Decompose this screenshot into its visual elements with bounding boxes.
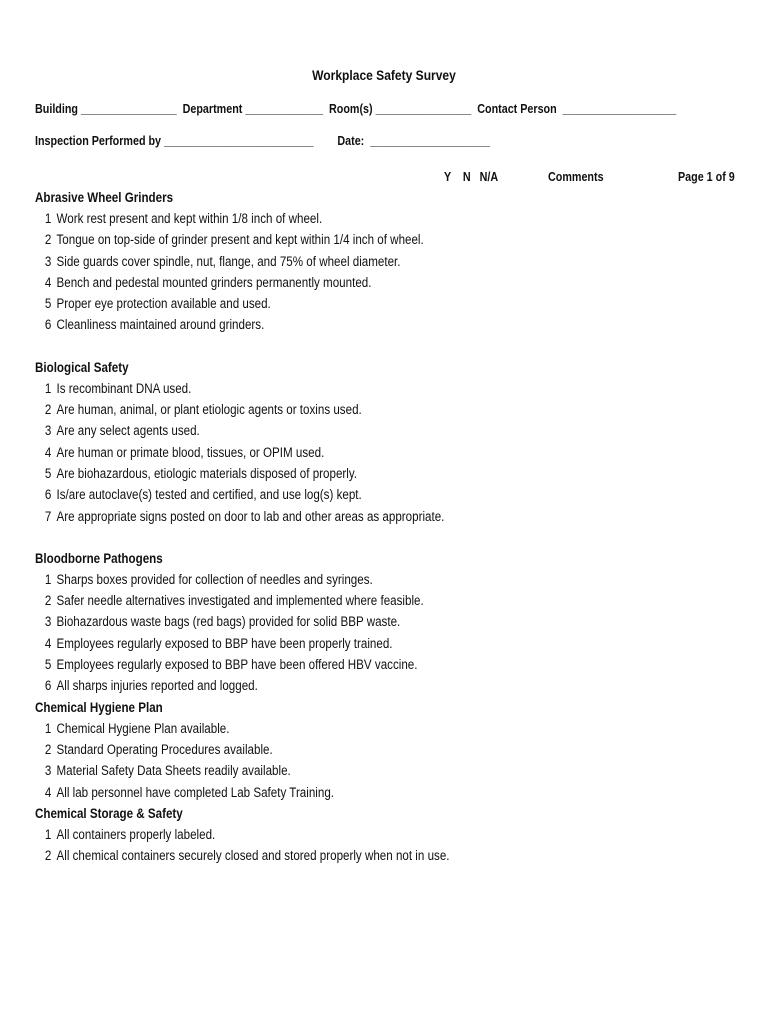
checklist-item: [35, 718, 551, 739]
checklist-item: [35, 845, 551, 866]
item-number: 1: [44, 380, 52, 396]
checklist-item: [35, 654, 551, 675]
checklist-item: [35, 675, 551, 696]
item-number: 3: [44, 253, 52, 269]
item-text: Are appropriate signs posted on door to lab and other areas as appropriate.: [56, 508, 445, 524]
item-number: 3: [44, 763, 52, 779]
checklist-item: [35, 229, 551, 250]
checklist-item: [35, 314, 551, 335]
checklist-item: [35, 633, 551, 654]
item-text: Side guards cover spindle, nut, flange, and 75% of wheel diameter.: [56, 253, 401, 269]
item-text: Are human or primate blood, tissues, or OPIM used.: [56, 444, 325, 460]
header-building-line: Building ________________ Department _____________ Room(s) ________________ Contact Person ___________________: [35, 102, 677, 116]
item-text: Biohazardous waste bags (red bags) provided for solid BBP waste.: [56, 614, 401, 630]
checklist-item: [35, 824, 551, 845]
column-header-comments: Comments: [548, 170, 604, 184]
item-number: 1: [44, 211, 52, 226]
item-number: 4: [44, 444, 52, 460]
item-text: All containers properly labeled.: [56, 826, 216, 842]
item-text: Employees regularly exposed to BBP have been offered HBV vaccine.: [56, 657, 418, 673]
item-number: 1: [44, 720, 52, 736]
section-spacer: [35, 336, 635, 357]
checklist-item: [35, 611, 551, 632]
checklist-section: [35, 697, 635, 803]
item-text: Tongue on top-side of grinder present and kept within 1/4 inch of wheel.: [56, 232, 424, 248]
checklist-item: [35, 251, 551, 272]
item-number: 6: [44, 678, 52, 694]
item-number: 5: [44, 657, 52, 673]
item-text: Is/are autoclave(s) tested and certified, and use log(s) kept.: [56, 487, 362, 503]
checklist-section: [35, 187, 635, 336]
item-number: 1: [44, 826, 52, 842]
header-inspection-line: Inspection Performed by _________________________ Date: ____________________: [35, 134, 490, 148]
item-number: 7: [44, 508, 52, 524]
checklist-item: [35, 293, 551, 314]
section-title: Chemical Storage & Safety: [35, 805, 183, 821]
checklist-section: [35, 357, 635, 527]
item-number: 4: [44, 635, 52, 651]
item-text: Proper eye protection available and used.: [56, 296, 271, 312]
section-title: Bloodborne Pathogens: [35, 550, 163, 566]
item-number: 4: [44, 274, 52, 290]
checklist-item: [35, 208, 551, 229]
item-number: 2: [44, 402, 52, 418]
item-number: 5: [44, 465, 52, 481]
item-text: Are human, animal, or plant etiologic agents or toxins used.: [56, 402, 362, 418]
checklist-item: [35, 420, 551, 441]
section-spacer: [35, 527, 635, 548]
item-text: All sharps injuries reported and logged.: [56, 678, 258, 694]
item-number: 4: [44, 784, 52, 800]
item-text: Are biohazardous, etiologic materials disposed of properly.: [56, 465, 358, 481]
item-text: Cleanliness maintained around grinders.: [56, 317, 265, 333]
item-number: 6: [44, 317, 52, 333]
checklist-item: [35, 739, 551, 760]
checklist-item: [35, 506, 551, 527]
checklist-section: [35, 803, 635, 867]
section-title: Chemical Hygiene Plan: [35, 699, 163, 715]
item-text: Material Safety Data Sheets readily available.: [56, 763, 291, 779]
checklist-sections: [35, 187, 635, 866]
item-number: 1: [44, 571, 52, 587]
checklist-item: [35, 378, 551, 399]
checklist-item: [35, 484, 551, 505]
item-number: 2: [44, 232, 52, 248]
item-text: Standard Operating Procedures available.: [56, 741, 273, 757]
checklist-item: [35, 272, 551, 293]
item-text: All lab personnel have completed Lab Safety Training.: [56, 784, 335, 800]
item-text: Safer needle alternatives investigated and implemented where feasible.: [56, 593, 424, 609]
item-number: 6: [44, 487, 52, 503]
checklist-item: [35, 442, 551, 463]
item-number: 3: [44, 614, 52, 630]
item-number: 2: [44, 848, 52, 864]
item-text: Is recombinant DNA used.: [56, 380, 192, 396]
item-text: Employees regularly exposed to BBP have been properly trained.: [56, 635, 393, 651]
item-text: Bench and pedestal mounted grinders permanently mounted.: [56, 274, 372, 290]
item-text: Sharps boxes provided for collection of needles and syringes.: [56, 571, 373, 587]
item-number: 2: [44, 593, 52, 609]
item-text: Work rest present and kept within 1/8 inch of wheel.: [56, 211, 323, 226]
item-text: Chemical Hygiene Plan available.: [56, 720, 230, 736]
checklist-item: [35, 590, 551, 611]
checklist-item: [35, 463, 551, 484]
document-title: Workplace Safety Survey: [312, 67, 456, 83]
page-number: Page 1 of 9: [678, 170, 735, 184]
section-title: Biological Safety: [35, 359, 129, 375]
item-number: 3: [44, 423, 52, 439]
checklist-item: [35, 399, 551, 420]
checklist-item: [35, 569, 551, 590]
checklist-section: [35, 548, 635, 697]
item-number: 5: [44, 296, 52, 312]
item-text: All chemical containers securely closed and stored properly when not in use.: [56, 848, 450, 864]
item-number: 2: [44, 741, 52, 757]
section-title: Abrasive Wheel Grinders: [35, 190, 174, 205]
checklist-item: [35, 760, 551, 781]
item-text: Are any select agents used.: [56, 423, 200, 439]
column-header-yn: Y N N/A: [444, 170, 499, 184]
checklist-item: [35, 782, 551, 803]
